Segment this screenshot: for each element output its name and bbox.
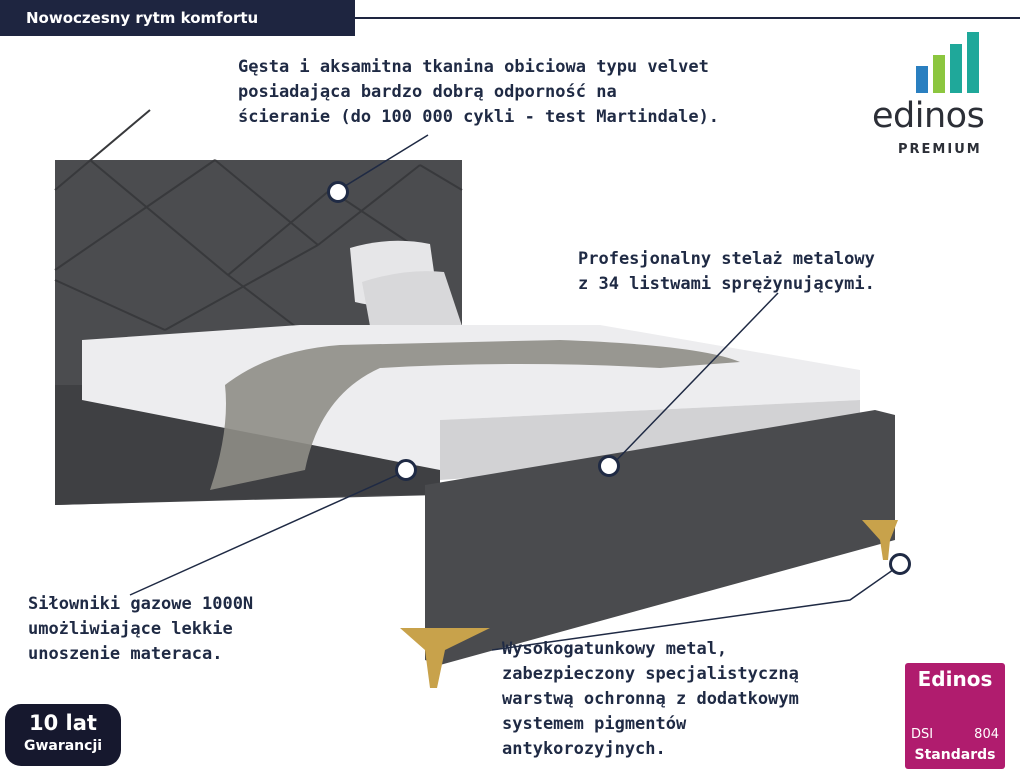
callout-dot-metal <box>889 553 911 575</box>
callout-dot-frame <box>598 455 620 477</box>
callout-line: Profesjonalny stelaż metalowy <box>578 249 875 269</box>
callout-dot-gas <box>395 459 417 481</box>
standards-left: DSI <box>911 727 934 742</box>
standards-right: 804 <box>974 727 999 742</box>
callout-metal <box>502 637 799 762</box>
logo-bars <box>916 32 979 93</box>
callout-line: Gęsta i aksamitna tkanina obiciowa typu velvet <box>238 57 709 77</box>
callout-line: antykorozyjnych. <box>502 739 666 759</box>
callout-dot-fabric <box>327 181 349 203</box>
header-title: Nowoczesny rytm komfortu <box>26 9 259 27</box>
callout-line: zabezpieczony specjalistyczną <box>502 664 799 684</box>
callout-line: z 34 listwami sprężynującymi. <box>578 274 875 294</box>
callout-gas <box>28 592 253 667</box>
callout-line: Wysokogatunkowy metal, <box>502 639 728 659</box>
logo-name: edinos <box>872 96 985 136</box>
standards-subtitle: Standards <box>914 747 996 763</box>
callout-line: Siłowniki gazowe 1000N <box>28 594 254 614</box>
callout-line: ścieranie (do 100 000 cykli - test Martindale). <box>238 107 720 127</box>
warranty-years: 10 lat <box>29 711 97 735</box>
callout-line: posiadająca bardzo dobrą odporność na <box>238 82 617 102</box>
standards-badge <box>905 663 1005 769</box>
callout-frame <box>578 247 875 297</box>
callout-fabric <box>238 55 719 130</box>
callout-line: umożliwiające lekkie <box>28 619 233 639</box>
callout-line: warstwą ochronną z dodatkowym <box>502 689 799 709</box>
logo-tagline: PREMIUM <box>898 142 982 157</box>
callout-line: systemem pigmentów <box>502 714 687 734</box>
standards-title: Edinos <box>917 667 993 691</box>
warranty-badge <box>5 704 121 766</box>
callout-line: unoszenie materaca. <box>28 644 223 664</box>
warranty-label: Gwarancji <box>23 738 103 754</box>
